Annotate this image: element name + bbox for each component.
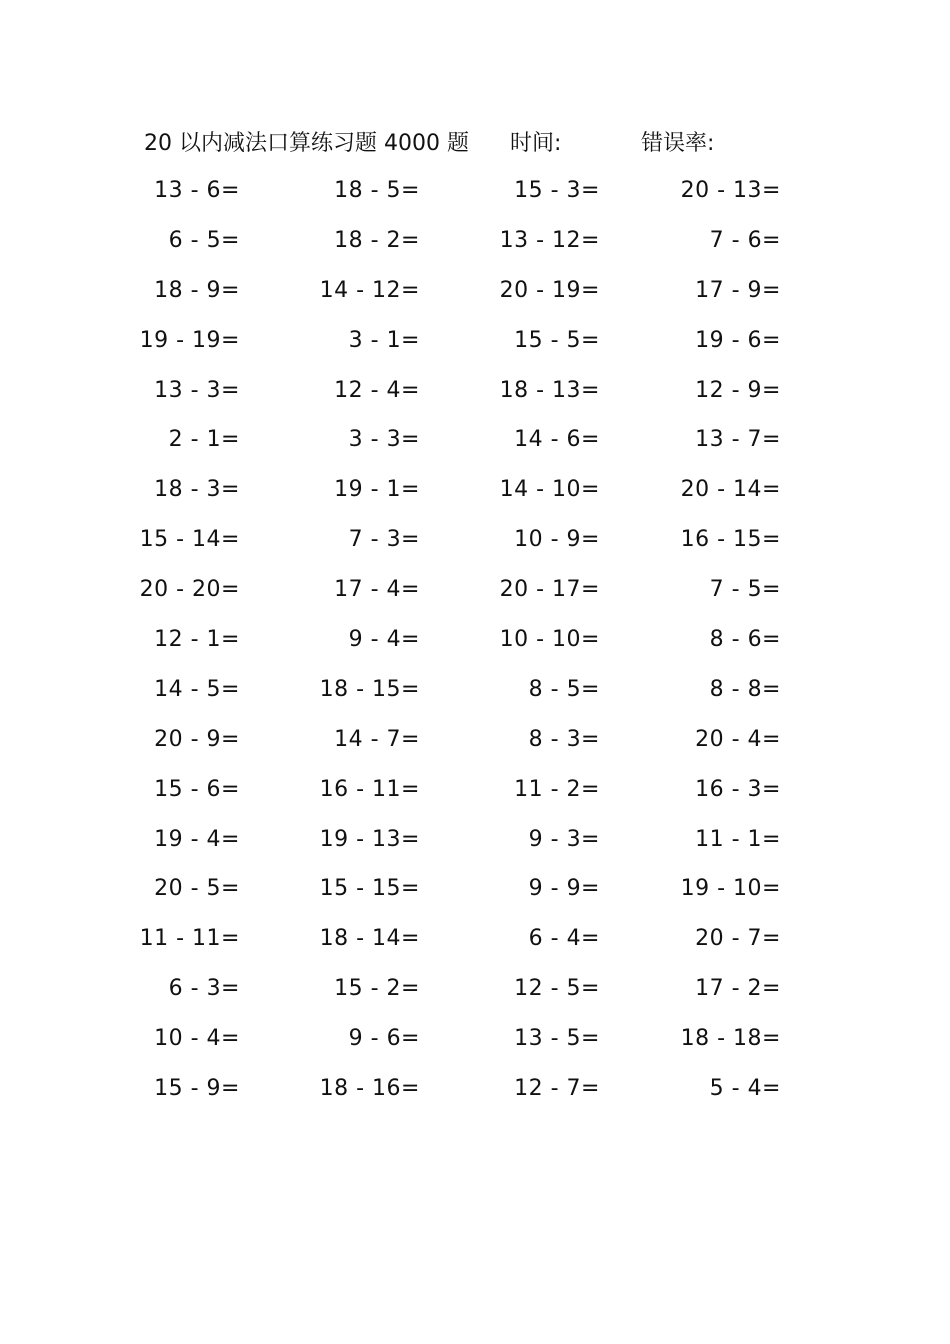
problem-row [0,272,950,322]
problem-item: 20 - 14= [680,477,781,503]
problem-item: 20 - 13= [680,178,781,203]
problem-row [0,372,950,422]
problem-row [0,970,950,1020]
problem-row [0,1070,950,1120]
problem-item: 20 - 19= [499,277,600,303]
problem-item: 13 - 12= [499,227,600,253]
problem-item: 19 - 10= [680,876,781,902]
problem-item: 20 - 5= [154,876,240,902]
problem-item: 15 - 15= [319,876,420,902]
problem-item: 19 - 1= [334,477,420,503]
problem-item: 10 - 10= [499,627,600,653]
problem-row [0,920,950,970]
problem-item: 15 - 9= [154,1076,240,1102]
problem-item: 19 - 13= [319,826,420,852]
problem-row [0,870,950,920]
problem-item: 9 - 4= [348,627,420,653]
problem-item: 10 - 4= [154,1026,240,1052]
problem-item: 14 - 6= [514,427,600,453]
problem-item: 16 - 11= [319,776,420,802]
problem-item: 7 - 6= [709,227,781,253]
problem-item: 17 - 9= [695,277,781,303]
problem-item: 15 - 14= [139,527,240,553]
problem-row [0,172,950,222]
problem-item: 15 - 5= [514,327,600,353]
problem-item: 19 - 4= [154,826,240,852]
problem-item: 9 - 9= [528,876,600,902]
problem-item: 20 - 4= [695,726,781,752]
problem-item: 18 - 2= [334,227,420,253]
problem-row [0,571,950,621]
problem-item: 12 - 9= [695,377,781,403]
problem-item: 18 - 18= [680,1026,781,1052]
problem-item: 8 - 3= [528,726,600,752]
problem-item: 3 - 1= [348,327,420,353]
problem-row [0,322,950,372]
problem-item: 3 - 3= [348,427,420,453]
problem-item: 18 - 3= [154,477,240,503]
problem-item: 12 - 1= [154,627,240,653]
problem-item: 20 - 7= [695,926,781,952]
problem-item: 19 - 19= [139,327,240,353]
problem-item: 17 - 2= [695,976,781,1002]
problem-item: 11 - 11= [139,926,240,952]
problem-grid [0,172,950,1120]
problem-row [0,421,950,471]
problem-row [0,471,950,521]
problem-item: 16 - 15= [680,527,781,553]
problem-item: 13 - 6= [154,178,240,203]
problem-item: 8 - 5= [528,676,600,702]
problem-row [0,521,950,571]
problem-item: 15 - 2= [334,976,420,1002]
problem-item: 20 - 9= [154,726,240,752]
problem-item: 15 - 3= [514,178,600,203]
problem-item: 8 - 8= [709,676,781,702]
problem-row [0,1020,950,1070]
problem-item: 18 - 15= [319,676,420,702]
problem-item: 20 - 20= [139,577,240,603]
problem-row [0,771,950,821]
problem-item: 20 - 17= [499,577,600,603]
problem-item: 13 - 7= [695,427,781,453]
worksheet-header [0,126,950,160]
problem-item: 11 - 2= [514,776,600,802]
problem-item: 6 - 5= [168,227,240,253]
problem-row [0,721,950,771]
problem-item: 14 - 5= [154,676,240,702]
problem-item: 12 - 4= [334,377,420,403]
problem-item: 18 - 5= [334,178,420,203]
problem-item: 9 - 3= [528,826,600,852]
problem-item: 8 - 6= [709,627,781,653]
problem-row [0,621,950,671]
problem-item: 17 - 4= [334,577,420,603]
worksheet-title: 20 以内减法口算练习题 4000 题 [144,131,469,156]
problem-item: 10 - 9= [514,527,600,553]
problem-item: 13 - 3= [154,377,240,403]
problem-item: 19 - 6= [695,327,781,353]
problem-item: 15 - 6= [154,776,240,802]
problem-item: 9 - 6= [348,1026,420,1052]
problem-item: 14 - 12= [319,277,420,303]
problem-item: 18 - 13= [499,377,600,403]
problem-item: 2 - 1= [168,427,240,453]
problem-item: 14 - 7= [334,726,420,752]
problem-item: 14 - 10= [499,477,600,503]
time-label: 时间: [510,131,562,156]
problem-item: 7 - 3= [348,527,420,553]
problem-item: 11 - 1= [695,826,781,852]
problem-item: 7 - 5= [709,577,781,603]
problem-item: 18 - 9= [154,277,240,303]
problem-item: 18 - 16= [319,1076,420,1102]
problem-row [0,821,950,871]
problem-item: 6 - 4= [528,926,600,952]
problem-row [0,671,950,721]
problem-item: 13 - 5= [514,1026,600,1052]
problem-item: 18 - 14= [319,926,420,952]
error-rate-label: 错误率: [641,131,715,156]
problem-item: 16 - 3= [695,776,781,802]
problem-item: 12 - 7= [514,1076,600,1102]
problem-row [0,222,950,272]
problem-item: 5 - 4= [709,1076,781,1102]
problem-item: 12 - 5= [514,976,600,1002]
problem-item: 6 - 3= [168,976,240,1002]
